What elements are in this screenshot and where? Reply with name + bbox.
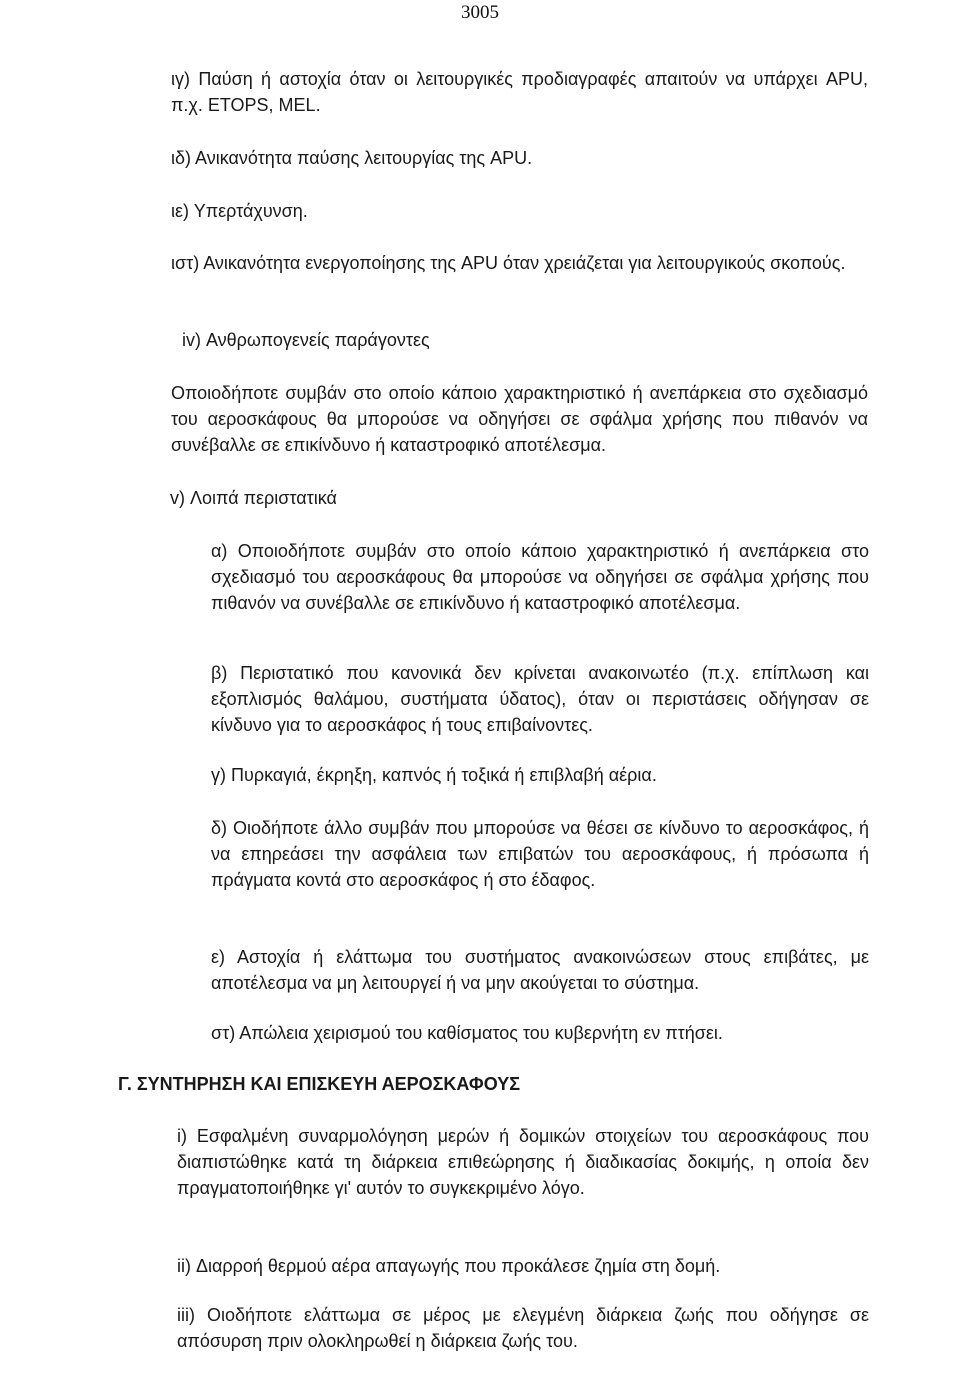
section-g-item-ii: ii) Διαρροή θερμού αέρα απαγωγής που προκάλεσε ζημία στη δομή. [177, 1256, 721, 1276]
section-v-item-e: ε) Αστοχία ή ελάττωμα του συστήματος ανακοινώσεων στους επιβάτες, με αποτέλεσμα να μη λειτουργεί ή να μην ακούγεται το σύστημα. [211, 947, 869, 993]
section-v-heading: v) Λοιπά περιστατικά [170, 488, 337, 508]
section-g-heading: Γ. ΣΥΝΤΗΡΗΣΗ ΚΑΙ ΕΠΙΣΚΕΥΗ ΑΕΡΟΣΚΑΦΟΥΣ [118, 1074, 521, 1094]
section-v-item-st: στ) Απώλεια χειρισμού του καθίσματος του κυβερνήτη εν πτήσει. [211, 1023, 723, 1043]
section-iv-heading: iv) Ανθρωπογενείς παράγοντες [182, 330, 430, 350]
page-number: 3005 [461, 2, 499, 23]
section-iv-text: Οποιοδήποτε συμβάν στο οποίο κάποιο χαρακτηριστικό ή ανεπάρκεια στο σχεδιασμό του αεροσκάφους θα μπορούσε να οδηγήσει σε σφάλμα χρήσης που πιθανόν να συνέβαλλε σε επικίνδυνο ή καταστροφικό αποτέλεσμα. [171, 383, 868, 455]
section-g-item-i: i) Εσφαλμένη συναρμολόγηση μερών ή δομικών στοιχείων του αεροσκάφους που διαπιστώθηκε κατά τη διάρκεια επιθεώρησης ή διαδικασίας δοκιμής, η οποία δεν πραγματοποιήθηκε γι' αυτόν το συγκεκριμένο λόγο. [177, 1126, 869, 1198]
section-v-item-c: γ) Πυρκαγιά, έκρηξη, καπνός ή τοξικά ή επιβλαβή αέρια. [211, 765, 657, 785]
section-g-item-iii: iii) Οιοδήποτε ελάττωμα σε μέρος με ελεγμένη διάρκεια ζωής που οδήγησε σε απόσυρση πριν ολοκληρωθεί η διάρκεια ζωής του. [177, 1305, 869, 1351]
section-v-item-d: δ) Οιοδήποτε άλλο συμβάν που μπορούσε να θέσει σε κίνδυνο το αεροσκάφος, ή να επηρεάσει την ασφάλεια των επιβατών του αεροσκάφους, ή πρόσωπα ή πράγματα κοντά στο αεροσκάφος ή στο έδαφος. [211, 818, 869, 890]
section-v-item-b: β) Περιστατικό που κανονικά δεν κρίνεται ανακοινωτέο (π.χ. επίπλωση και εξοπλισμός θαλάμου, συστήματα ύδατος), όταν οι περιστάσεις οδήγησαν σε κίνδυνο για το αεροσκάφος ή τους επιβαίνοντες. [211, 663, 869, 735]
item-ie: ιε) Υπερτάχυνση. [171, 201, 308, 221]
item-ig: ιγ) Παύση ή αστοχία όταν οι λειτουργικές προδιαγραφές απαιτούν να υπάρχει APU, π.χ. ETOPS, MEL. [171, 69, 868, 115]
section-v-item-a: α) Οποιοδήποτε συμβάν στο οποίο κάποιο χαρακτηριστικό ή ανεπάρκεια στο σχεδιασμό του αεροσκάφους θα μπορούσε να οδηγήσει σε σφάλμα χρήσης που πιθανόν να συνέβαλλε σε επικίνδυνο ή καταστροφικό αποτέλεσμα. [211, 541, 869, 613]
item-id: ιδ) Ανικανότητα παύσης λειτουργίας της APU. [171, 148, 533, 168]
item-ist: ιστ) Ανικανότητα ενεργοποίησης της APU όταν χρειάζεται για λειτουργικούς σκοπούς. [171, 253, 846, 273]
